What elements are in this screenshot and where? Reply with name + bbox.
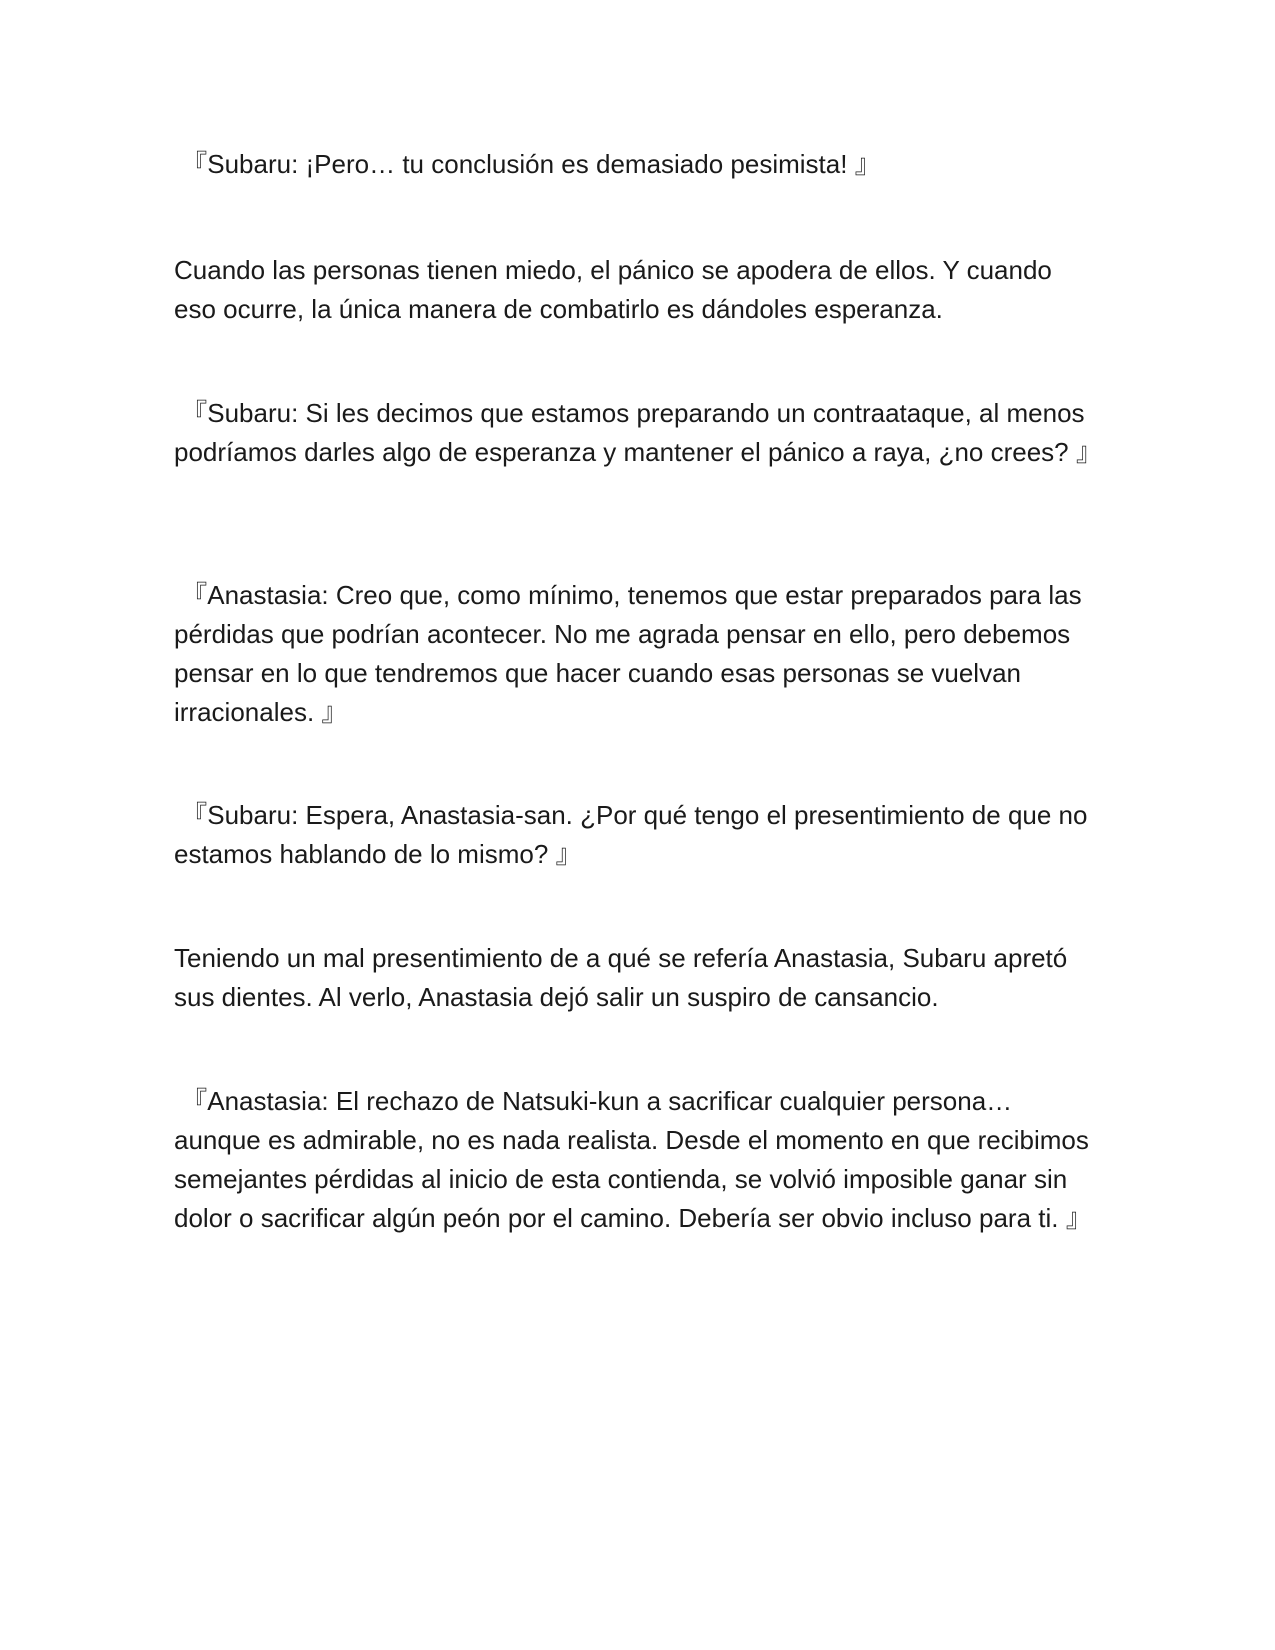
paragraph-narration-teeth: Teniendo un mal presentimiento de a qué se refería Anastasia, Subaru apretó sus dientes. Al verlo, Anastasia dejó salir un suspiro de cansancio. (174, 943, 1075, 1012)
paragraph-subaru-wait: 『Subaru: Espera, Anastasia-san. ¿Por qué tengo el presentimiento de que no estamos hablando de lo mismo? 』 (174, 800, 1095, 869)
paragraph-narration-panic: Cuando las personas tienen miedo, el pánico se apodera de ellos. Y cuando eso ocurre, la única manera de combatirlo es dándoles esperanza. (174, 255, 1060, 324)
paragraph-subaru-counterattack: 『Subaru: Si les decimos que estamos preparando un contraataque, al menos podríamos darles algo de esperanza y mantener el pánico a raya, ¿no crees? 』 (174, 398, 1102, 467)
paragraph-anastasia-losses: 『Anastasia: Creo que, como mínimo, tenemos que estar preparados para las pérdidas que podrían acontecer. No me agrada pensar en ello, pero debemos pensar en lo que tendremos que hacer cuando esas personas se vuelvan irracionales. 』 (174, 580, 1089, 727)
paragraph-anastasia-sacrifice: 『Anastasia: El rechazo de Natsuki-kun a sacrificar cualquier persona… aunque es admirable, no es nada realista. Desde el momento en que recibimos semejantes pérdidas al inicio de esta contienda, se volvió imposible ganar sin dolor o sacrificar algún peón por el camino. Debería ser obvio incluso para ti. 』 (174, 1086, 1097, 1233)
paragraph-subaru-pessimistic: 『Subaru: ¡Pero… tu conclusión es demasiado pesimista! 』 (174, 149, 881, 179)
